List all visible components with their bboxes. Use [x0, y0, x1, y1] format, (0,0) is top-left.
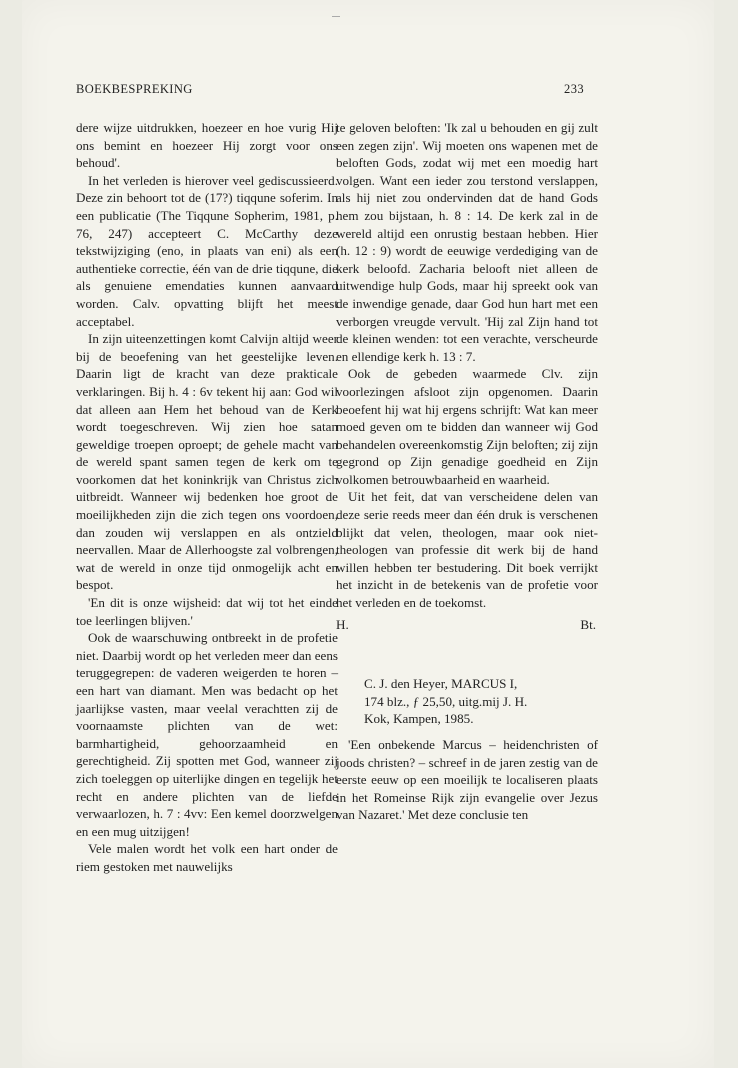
right-column: [336, 119, 598, 824]
paragraph: Vele malen wordt het volk een hart onder de riem gestoken met nauwelijks: [76, 841, 338, 874]
paragraph: 'En dit is onze wijsheid: dat wij tot het einde toe leerlingen blijven.': [76, 595, 338, 628]
paragraph: te geloven beloften: 'Ik zal u behouden en gij zult een zegen zijn'. Wij moeten ons wapenen met de beloften Gods, zodat wij met een moedig hart volgen. Want een ieder zou terstond verslappen, als hij niet zou ondervinden dat de hand Gods hem zou bijstaan, h. 8 : 14. De kerk zal in de wereld altijd een onrustig bestaan hebben. Hier (h. 12 : 9) wordt de eeuwige verdediging van de kerk beloofd. Zacharia belooft niet alleen de uitwendige hulp Gods, maar hij spreekt ook van de inwendige genade, daar God hun hart met een verborgen vreugde vervult. 'Hij zal Zijn hand tot de kleinen wenden: tot een verachte, verscheurde en ellendige kerk h. 13 : 7.: [336, 120, 598, 364]
paragraph: Ook de waarschuwing ontbreekt in de profetie niet. Daarbij wordt op het verleden meer dan eens teruggegrepen: de vaderen weigerden te horen – een hart van diamant. Men was bedacht op het jaarlijkse vasten, maar veelal verachtten zij de voornaamste plichten van de wet: barmhartigheid, gehoorzaamheid en gerechtigheid. Zij spotten met God, wanneer zij zich toeleggen op uiterlijke dingen en tegelijk het recht en andere plichten van de liefde verwaarlozen, h. 7 : 4vv: Een kemel doorzwelgen en een mug uitzijgen!: [76, 630, 338, 839]
signature-initials: Bt.: [580, 616, 596, 632]
paragraph: Ook de gebeden waarmede Clv. zijn voorlezingen afsloot zijn opgenomen. Daarin beoefent hij wat hij ergens schrijft: Wat kan meer moed geven om te bidden dan wanneer wij God behandelen overeenkomstig Zijn beloften; zij zijn gegrond op Zijn genadige goedheid en Zijn volkomen betrouwbaarheid en waarheid.: [336, 366, 598, 487]
paragraph: In het verleden is hierover veel gediscussieerd. Deze zin behoort tot de (17?) tiqqune soferim. In een publicatie (The Tiqqune Sopherim, 1981, p. 76, 247) accepteert C. McCarthy deze tekstwijziging (eno, in plaats van eni) als een authentieke correctie, één van de drie tiqqune, die als genuiene emendaties kunnen aanvaard worden. Calv. opvatting blijft het meest acceptabel.: [76, 172, 338, 329]
left-column: [76, 119, 338, 876]
book-ref-line: Kok, Kampen, 1985.: [364, 711, 474, 727]
review-opening-paragraph: 'Een onbekende Marcus – heidenchristen of joods christen? – schreef in de jaren zestig van de eerste eeuw op een moeilijk te localiseren plaats in het Romeinse Rijk zijn evangelie over Jezus van Nazaret.' Met deze conclusie ten: [336, 737, 598, 823]
page-edge-mark: [332, 10, 340, 17]
book-ref-line: C. J. den Heyer, MARCUS I,: [364, 676, 518, 692]
running-title: BOEKBESPREKING: [76, 82, 193, 96]
paragraph: In zijn uiteenzettingen komt Calvijn altijd weer bij de beoefening van het geestelijke leven. Daarin ligt de kracht van deze prakticale verklaringen. Bij h. 4 : 6v tekent hij aan: God wil dat alleen aan Hem het behoud van de Kerk wordt toegeschreven. Wij zien hoe satan geweldige troepen oproept; de gehele macht van de wereld spant samen tegen de kerk om te voorkomen dat het koninkrijk van Christus zich uitbreidt. Wanneer wij bedenken hoe groot de moeilijkheden zijn die zich tegen ons voordoen, dan zouden wij verslappen en als ontzield neervallen. Maar de Allerhoogste zal volbrengen, wat de wereld in onze tijd onmogelijk acht en bespot.: [76, 331, 338, 593]
paragraph: Uit het feit, dat van verscheidene delen van deze serie reeds meer dan één druk is verschenen blijkt dat velen, theologen, maar ook niet-theologen van professie dit werk bij de hand willen hebben ter bestudering. Dit boek verrijkt het inzicht in de betekenis van de profetie voor het verleden en de toekomst.: [336, 489, 598, 611]
paragraph: dere wijze uitdrukken, hoezeer en hoe vurig Hij ons bemint en hoezeer Hij zorgt voor ons behoud'.: [76, 120, 338, 171]
book-page: [22, 0, 714, 1068]
book-reference: [364, 675, 598, 728]
book-ref-line: 174 blz., ƒ 25,50, uitg.mij J. H.: [364, 693, 528, 709]
page-number: 233: [564, 82, 584, 96]
signature-initial: H.: [336, 616, 349, 632]
review-signature: [336, 616, 598, 634]
